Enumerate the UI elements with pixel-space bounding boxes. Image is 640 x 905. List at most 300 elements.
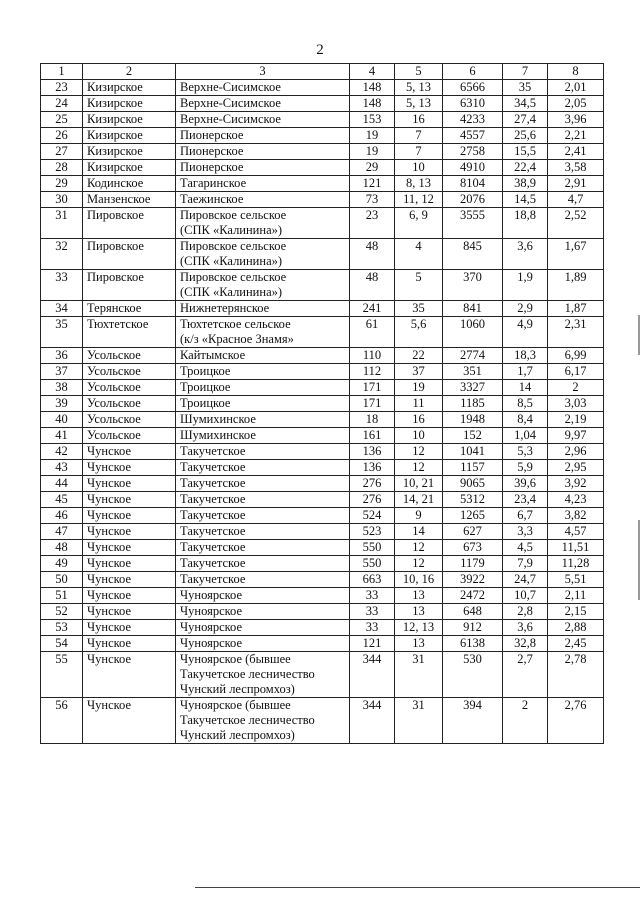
cell-row-number: 46 <box>41 508 83 524</box>
cell-quarter: 276 <box>350 492 395 508</box>
cell-value: 2,15 <box>548 604 604 620</box>
cell-row-number: 25 <box>41 112 83 128</box>
cell-row-number: 28 <box>41 160 83 176</box>
cell-quarter: 663 <box>350 572 395 588</box>
header-cell-section: 5 <box>395 64 443 80</box>
table-row <box>41 270 604 301</box>
table-row <box>41 80 604 96</box>
cell-area: 2758 <box>443 144 503 160</box>
cell-forestry: Чунское <box>83 698 176 744</box>
cell-area: 351 <box>443 364 503 380</box>
cell-quarter: 121 <box>350 176 395 192</box>
cell-row-number: 31 <box>41 208 83 239</box>
cell-stock: 24,7 <box>503 572 548 588</box>
cell-forestry: Кизирское <box>83 96 176 112</box>
cell-section: 5, 13 <box>395 80 443 96</box>
cell-area: 6566 <box>443 80 503 96</box>
cell-value: 3,58 <box>548 160 604 176</box>
table-row <box>41 572 604 588</box>
cell-value: 5,51 <box>548 572 604 588</box>
cell-district-forestry: Тюхтетское сельское (к/з «Красное Знамя» <box>176 317 350 348</box>
bottom-rule <box>195 887 640 888</box>
cell-forestry: Усольское <box>83 396 176 412</box>
cell-quarter: 550 <box>350 540 395 556</box>
cell-area: 912 <box>443 620 503 636</box>
cell-section: 7 <box>395 144 443 160</box>
table-row <box>41 428 604 444</box>
table-row <box>41 476 604 492</box>
cell-quarter: 344 <box>350 698 395 744</box>
cell-district-forestry: Верхне-Сисимское <box>176 96 350 112</box>
cell-district-forestry: Чуноярское <box>176 636 350 652</box>
cell-district-forestry: Троицкое <box>176 396 350 412</box>
cell-value: 2,21 <box>548 128 604 144</box>
cell-section: 12, 13 <box>395 620 443 636</box>
cell-stock: 2,7 <box>503 652 548 698</box>
cell-section: 5, 13 <box>395 96 443 112</box>
cell-district-forestry: Пировское сельское (СПК «Калинина») <box>176 208 350 239</box>
cell-section: 13 <box>395 604 443 620</box>
cell-section: 31 <box>395 652 443 698</box>
table-row <box>41 604 604 620</box>
cell-area: 3327 <box>443 380 503 396</box>
cell-area: 1265 <box>443 508 503 524</box>
cell-row-number: 54 <box>41 636 83 652</box>
cell-district-forestry: Пионерское <box>176 160 350 176</box>
cell-value: 2,05 <box>548 96 604 112</box>
cell-row-number: 36 <box>41 348 83 364</box>
cell-quarter: 19 <box>350 144 395 160</box>
cell-forestry: Кизирское <box>83 112 176 128</box>
table-row <box>41 412 604 428</box>
cell-quarter: 112 <box>350 364 395 380</box>
cell-district-forestry: Чуноярское <box>176 620 350 636</box>
cell-stock: 3,6 <box>503 620 548 636</box>
cell-forestry: Терянское <box>83 301 176 317</box>
cell-section: 13 <box>395 636 443 652</box>
cell-district-forestry: Троицкое <box>176 364 350 380</box>
cell-quarter: 110 <box>350 348 395 364</box>
header-cell-value: 8 <box>548 64 604 80</box>
cell-stock: 18,8 <box>503 208 548 239</box>
cell-section: 10 <box>395 160 443 176</box>
cell-section: 10, 16 <box>395 572 443 588</box>
table-row <box>41 144 604 160</box>
cell-area: 9065 <box>443 476 503 492</box>
cell-forestry: Усольское <box>83 428 176 444</box>
cell-district-forestry: Троицкое <box>176 380 350 396</box>
cell-section: 19 <box>395 380 443 396</box>
cell-forestry: Пировское <box>83 270 176 301</box>
cell-district-forestry: Такучетское <box>176 492 350 508</box>
cell-section: 12 <box>395 444 443 460</box>
cell-area: 3555 <box>443 208 503 239</box>
cell-stock: 15,5 <box>503 144 548 160</box>
cell-district-forestry: Таежинское <box>176 192 350 208</box>
cell-row-number: 47 <box>41 524 83 540</box>
cell-district-forestry: Такучетское <box>176 524 350 540</box>
cell-value: 4,7 <box>548 192 604 208</box>
cell-area: 530 <box>443 652 503 698</box>
cell-section: 22 <box>395 348 443 364</box>
cell-district-forestry: Шумихинское <box>176 428 350 444</box>
cell-quarter: 48 <box>350 270 395 301</box>
table-row <box>41 364 604 380</box>
cell-area: 1060 <box>443 317 503 348</box>
cell-forestry: Чунское <box>83 508 176 524</box>
cell-forestry: Чунское <box>83 636 176 652</box>
cell-row-number: 48 <box>41 540 83 556</box>
cell-row-number: 52 <box>41 604 83 620</box>
cell-forestry: Усольское <box>83 364 176 380</box>
cell-forestry: Пировское <box>83 239 176 270</box>
cell-value: 2,45 <box>548 636 604 652</box>
cell-forestry: Кизирское <box>83 144 176 160</box>
table-header-row <box>41 64 604 80</box>
cell-section: 16 <box>395 412 443 428</box>
cell-district-forestry: Такучетское <box>176 444 350 460</box>
table-row <box>41 620 604 636</box>
cell-quarter: 161 <box>350 428 395 444</box>
cell-stock: 8,4 <box>503 412 548 428</box>
cell-district-forestry: Такучетское <box>176 572 350 588</box>
cell-district-forestry: Чуноярское (бывшее Такучетское лесничество Чунский леспромхоз) <box>176 652 350 698</box>
cell-quarter: 171 <box>350 396 395 412</box>
cell-stock: 32,8 <box>503 636 548 652</box>
cell-quarter: 344 <box>350 652 395 698</box>
cell-value: 11,28 <box>548 556 604 572</box>
cell-section: 5,6 <box>395 317 443 348</box>
cell-district-forestry: Такучетское <box>176 508 350 524</box>
cell-area: 5312 <box>443 492 503 508</box>
cell-quarter: 241 <box>350 301 395 317</box>
cell-value: 2 <box>548 380 604 396</box>
cell-district-forestry: Нижнетерянское <box>176 301 350 317</box>
cell-stock: 2 <box>503 698 548 744</box>
cell-stock: 1,7 <box>503 364 548 380</box>
cell-section: 31 <box>395 698 443 744</box>
table-row <box>41 652 604 698</box>
cell-district-forestry: Тагаринское <box>176 176 350 192</box>
cell-row-number: 56 <box>41 698 83 744</box>
header-cell-quarter: 4 <box>350 64 395 80</box>
cell-area: 1179 <box>443 556 503 572</box>
header-cell-row-number: 1 <box>41 64 83 80</box>
cell-section: 4 <box>395 239 443 270</box>
cell-value: 11,51 <box>548 540 604 556</box>
cell-row-number: 41 <box>41 428 83 444</box>
cell-quarter: 136 <box>350 444 395 460</box>
cell-quarter: 524 <box>350 508 395 524</box>
cell-quarter: 18 <box>350 412 395 428</box>
cell-area: 152 <box>443 428 503 444</box>
table-row <box>41 556 604 572</box>
cell-stock: 8,5 <box>503 396 548 412</box>
cell-quarter: 48 <box>350 239 395 270</box>
table-row <box>41 380 604 396</box>
cell-stock: 2,9 <box>503 301 548 317</box>
table-row <box>41 698 604 744</box>
cell-district-forestry: Пионерское <box>176 128 350 144</box>
cell-district-forestry: Пионерское <box>176 144 350 160</box>
cell-row-number: 34 <box>41 301 83 317</box>
cell-district-forestry: Пировское сельское (СПК «Калинина») <box>176 270 350 301</box>
header-cell-stock: 7 <box>503 64 548 80</box>
cell-section: 10, 21 <box>395 476 443 492</box>
cell-forestry: Чунское <box>83 652 176 698</box>
cell-area: 4557 <box>443 128 503 144</box>
cell-row-number: 24 <box>41 96 83 112</box>
cell-district-forestry: Чуноярское <box>176 588 350 604</box>
cell-forestry: Чунское <box>83 524 176 540</box>
cell-stock: 38,9 <box>503 176 548 192</box>
cell-forestry: Чунское <box>83 620 176 636</box>
cell-stock: 18,3 <box>503 348 548 364</box>
table-row <box>41 492 604 508</box>
page-number: 2 <box>316 42 324 58</box>
cell-stock: 4,9 <box>503 317 548 348</box>
cell-section: 37 <box>395 364 443 380</box>
cell-forestry: Кизирское <box>83 128 176 144</box>
cell-value: 4,57 <box>548 524 604 540</box>
cell-district-forestry: Шумихинское <box>176 412 350 428</box>
cell-area: 1157 <box>443 460 503 476</box>
cell-row-number: 40 <box>41 412 83 428</box>
cell-value: 1,87 <box>548 301 604 317</box>
cell-row-number: 45 <box>41 492 83 508</box>
cell-stock: 35 <box>503 80 548 96</box>
table-row <box>41 112 604 128</box>
cell-value: 9,97 <box>548 428 604 444</box>
cell-area: 2774 <box>443 348 503 364</box>
cell-district-forestry: Такучетское <box>176 460 350 476</box>
cell-stock: 3,6 <box>503 239 548 270</box>
cell-quarter: 153 <box>350 112 395 128</box>
cell-quarter: 61 <box>350 317 395 348</box>
table-row <box>41 160 604 176</box>
cell-value: 2,78 <box>548 652 604 698</box>
cell-district-forestry: Чуноярское (бывшее Такучетское лесничество Чунский леспромхоз) <box>176 698 350 744</box>
table-row <box>41 192 604 208</box>
cell-stock: 2,8 <box>503 604 548 620</box>
cell-value: 2,01 <box>548 80 604 96</box>
cell-district-forestry: Такучетское <box>176 476 350 492</box>
table-row <box>41 301 604 317</box>
table-row <box>41 96 604 112</box>
cell-value: 4,23 <box>548 492 604 508</box>
cell-district-forestry: Верхне-Сисимское <box>176 80 350 96</box>
cell-forestry: Чунское <box>83 556 176 572</box>
cell-quarter: 73 <box>350 192 395 208</box>
cell-row-number: 38 <box>41 380 83 396</box>
cell-section: 11, 12 <box>395 192 443 208</box>
cell-quarter: 33 <box>350 604 395 620</box>
cell-stock: 23,4 <box>503 492 548 508</box>
forest-data-table <box>40 63 604 744</box>
cell-quarter: 523 <box>350 524 395 540</box>
cell-quarter: 23 <box>350 208 395 239</box>
cell-stock: 27,4 <box>503 112 548 128</box>
table-row <box>41 239 604 270</box>
cell-quarter: 171 <box>350 380 395 396</box>
cell-row-number: 51 <box>41 588 83 604</box>
cell-forestry: Манзенское <box>83 192 176 208</box>
cell-value: 2,96 <box>548 444 604 460</box>
cell-row-number: 35 <box>41 317 83 348</box>
cell-row-number: 27 <box>41 144 83 160</box>
cell-forestry: Чунское <box>83 604 176 620</box>
cell-quarter: 19 <box>350 128 395 144</box>
cell-value: 2,95 <box>548 460 604 476</box>
table-row <box>41 444 604 460</box>
cell-value: 1,89 <box>548 270 604 301</box>
cell-district-forestry: Верхне-Сисимское <box>176 112 350 128</box>
cell-section: 14, 21 <box>395 492 443 508</box>
cell-stock: 6,7 <box>503 508 548 524</box>
cell-value: 2,76 <box>548 698 604 744</box>
cell-forestry: Пировское <box>83 208 176 239</box>
cell-forestry: Кодинское <box>83 176 176 192</box>
cell-section: 7 <box>395 128 443 144</box>
cell-quarter: 121 <box>350 636 395 652</box>
cell-value: 2,41 <box>548 144 604 160</box>
cell-section: 13 <box>395 588 443 604</box>
table-row <box>41 396 604 412</box>
cell-row-number: 37 <box>41 364 83 380</box>
cell-section: 6, 9 <box>395 208 443 239</box>
cell-area: 673 <box>443 540 503 556</box>
table-row <box>41 128 604 144</box>
table-row <box>41 317 604 348</box>
cell-row-number: 29 <box>41 176 83 192</box>
cell-row-number: 49 <box>41 556 83 572</box>
cell-area: 1041 <box>443 444 503 460</box>
cell-value: 2,91 <box>548 176 604 192</box>
cell-forestry: Усольское <box>83 412 176 428</box>
cell-section: 5 <box>395 270 443 301</box>
cell-area: 841 <box>443 301 503 317</box>
cell-forestry: Чунское <box>83 476 176 492</box>
cell-district-forestry: Такучетское <box>176 556 350 572</box>
cell-section: 35 <box>395 301 443 317</box>
cell-district-forestry: Чуноярское <box>176 604 350 620</box>
cell-value: 1,67 <box>548 239 604 270</box>
cell-area: 394 <box>443 698 503 744</box>
cell-row-number: 55 <box>41 652 83 698</box>
cell-forestry: Чунское <box>83 460 176 476</box>
cell-section: 16 <box>395 112 443 128</box>
cell-value: 3,82 <box>548 508 604 524</box>
cell-stock: 1,04 <box>503 428 548 444</box>
cell-section: 11 <box>395 396 443 412</box>
header-cell-forestry: 2 <box>83 64 176 80</box>
cell-stock: 5,9 <box>503 460 548 476</box>
cell-section: 9 <box>395 508 443 524</box>
cell-district-forestry: Такучетское <box>176 540 350 556</box>
cell-stock: 7,9 <box>503 556 548 572</box>
table-row <box>41 348 604 364</box>
cell-area: 6310 <box>443 96 503 112</box>
cell-value: 3,03 <box>548 396 604 412</box>
cell-stock: 14 <box>503 380 548 396</box>
cell-forestry: Кизирское <box>83 160 176 176</box>
cell-quarter: 33 <box>350 620 395 636</box>
cell-area: 370 <box>443 270 503 301</box>
cell-row-number: 43 <box>41 460 83 476</box>
cell-area: 1185 <box>443 396 503 412</box>
cell-area: 845 <box>443 239 503 270</box>
cell-area: 1948 <box>443 412 503 428</box>
table-row <box>41 176 604 192</box>
cell-value: 2,11 <box>548 588 604 604</box>
cell-section: 8, 13 <box>395 176 443 192</box>
cell-value: 2,52 <box>548 208 604 239</box>
table-row <box>41 540 604 556</box>
cell-row-number: 42 <box>41 444 83 460</box>
table-row <box>41 208 604 239</box>
cell-section: 10 <box>395 428 443 444</box>
cell-quarter: 136 <box>350 460 395 476</box>
cell-district-forestry: Пировское сельское (СПК «Калинина») <box>176 239 350 270</box>
cell-district-forestry: Кайтымское <box>176 348 350 364</box>
cell-stock: 22,4 <box>503 160 548 176</box>
table-row <box>41 636 604 652</box>
cell-row-number: 53 <box>41 620 83 636</box>
cell-quarter: 550 <box>350 556 395 572</box>
cell-row-number: 23 <box>41 80 83 96</box>
cell-row-number: 32 <box>41 239 83 270</box>
cell-value: 6,99 <box>548 348 604 364</box>
cell-forestry: Чунское <box>83 572 176 588</box>
cell-section: 12 <box>395 556 443 572</box>
cell-value: 3,96 <box>548 112 604 128</box>
cell-area: 6138 <box>443 636 503 652</box>
cell-area: 627 <box>443 524 503 540</box>
cell-quarter: 29 <box>350 160 395 176</box>
cell-stock: 34,5 <box>503 96 548 112</box>
cell-stock: 14,5 <box>503 192 548 208</box>
cell-section: 12 <box>395 540 443 556</box>
cell-forestry: Усольское <box>83 380 176 396</box>
table-row <box>41 524 604 540</box>
cell-stock: 5,3 <box>503 444 548 460</box>
cell-forestry: Чунское <box>83 588 176 604</box>
cell-stock: 25,6 <box>503 128 548 144</box>
cell-stock: 1,9 <box>503 270 548 301</box>
cell-quarter: 148 <box>350 80 395 96</box>
cell-area: 2076 <box>443 192 503 208</box>
cell-stock: 4,5 <box>503 540 548 556</box>
cell-forestry: Усольское <box>83 348 176 364</box>
cell-row-number: 44 <box>41 476 83 492</box>
cell-section: 12 <box>395 460 443 476</box>
cell-forestry: Тюхтетское <box>83 317 176 348</box>
header-cell-area: 6 <box>443 64 503 80</box>
cell-quarter: 148 <box>350 96 395 112</box>
cell-quarter: 276 <box>350 476 395 492</box>
cell-row-number: 33 <box>41 270 83 301</box>
cell-value: 2,31 <box>548 317 604 348</box>
cell-value: 2,88 <box>548 620 604 636</box>
cell-area: 2472 <box>443 588 503 604</box>
cell-value: 6,17 <box>548 364 604 380</box>
cell-stock: 39,6 <box>503 476 548 492</box>
cell-area: 4910 <box>443 160 503 176</box>
table-row <box>41 508 604 524</box>
cell-value: 3,92 <box>548 476 604 492</box>
cell-forestry: Чунское <box>83 540 176 556</box>
cell-area: 4233 <box>443 112 503 128</box>
